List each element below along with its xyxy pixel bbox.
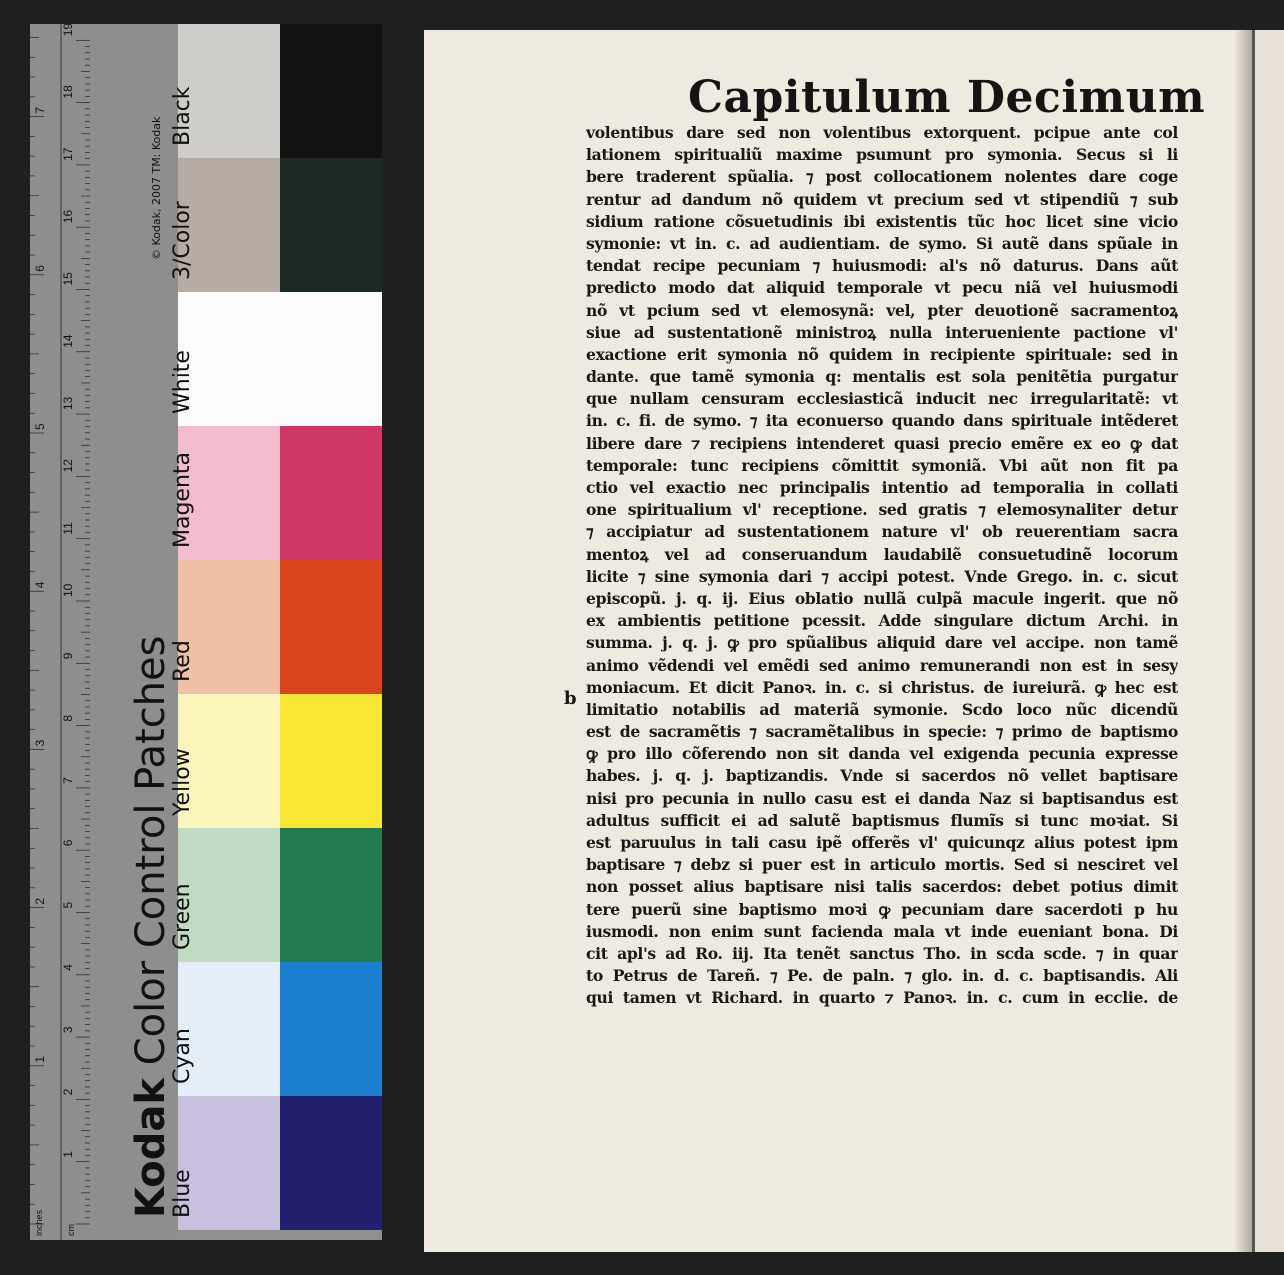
patch-white-dark [280,292,382,426]
text-line: moniacum. Et dicit Panoꝛ. in. c. si christus. de iureiurã. ꝙ hec est [586,677,1178,697]
text-line: mentoꝝ vel ad conseruandum laudabilẽ consuetudinẽ locorum [586,544,1178,564]
facing-page-edge [1252,30,1284,1252]
text-line: adultus sufficit ei ad salutẽ baptismus flumĩs si tunc moꝛiat. Si [586,810,1178,830]
text-block [586,122,1178,1010]
patch-yellow-dark [280,694,382,828]
cm-label: 6 [61,839,75,847]
kodak-color-control-strip [30,24,382,1240]
patch-magenta-dark [280,426,382,560]
text-line: cit apl's ad Ro. iij. Ita tenẽt sanctus Tho. in scda scde. ⁊ in quar [586,943,1178,963]
text-line: ꝙ pro illo cõferendo non sit danda vel exigenda pecunia expresse [586,744,1178,764]
text-line: que nullam censuram ecclesiasticã inducit nec irregularitatẽ: vt [586,389,1178,409]
margin-letter: b [564,688,577,709]
text-line: sidium ratione cõsuetudinis ibi existentis tũc hoc licet sine vicio [586,211,1178,231]
text-line: est paruulus in tali casu ipẽ offerẽs vl' quicunqz alius potest ipm [586,833,1178,852]
cm-label: 9 [61,652,75,660]
text-line: nõ vt pcium sed vt elemosynã: vel, pter deuotionẽ sacramentoꝝ [586,300,1178,320]
ruler-graphic [30,24,90,1240]
text-line: tere puerũ sine baptismo moꝛi ꝙ pecuniam dare sacerdoti p hu [586,899,1178,919]
cm-label: 3 [61,1026,75,1034]
text-line: summa. j. q. j. ꝙ pro spũalibus aliquid dare vel accipe. non tamẽ [586,633,1178,653]
text-line: baptisare ⁊ debz si puer est in articulo mortis. Sed si nesciret vel [586,855,1178,875]
text-line: symonie: vt in. c. ad audientiam. de symo. Si autẽ dans spũale in [586,233,1178,253]
text-line: animo vẽdendi vel emẽdi sed animo remunerandi non est in sesy [586,655,1178,675]
patch-label: Yellow [170,748,195,816]
kodak-title [128,636,174,1218]
cm-label: 19 [61,24,75,37]
text-line: ex ambientis petitione pcessit. Adde singulare dictum Archi. in [586,611,1178,631]
patch-label: Black [170,86,195,146]
cm-label: 18 [61,85,75,99]
patch-label: 3/Color [170,201,195,280]
text-line: dante. que tamẽ symonia q: mentalis est sola penitẽtia purgatur [586,367,1178,387]
text-line: volentibus dare sed non volentibus extorquent. pcipue ante col [586,123,1178,142]
patch-cyan-dark [280,962,382,1096]
ruler-unit-cm: cm [66,1224,76,1236]
cm-label: 2 [61,1088,75,1096]
kodak-brand: Kodak [128,1078,174,1218]
measurement-ruler [30,24,90,1240]
inch-label: 2 [33,897,47,905]
text-line: siue ad sustentationẽ ministroꝝ nulla interueniente pactione vl' [586,322,1178,342]
text-line: episcopũ. j. q. ij. Eius oblatio nullã culpã macule ingerit. que nõ [586,588,1178,608]
text-line: lationem spiritualiũ maxime psumunt pro symonia. Secus si li [586,145,1178,165]
cm-label: 10 [61,583,75,597]
kodak-product-title: Color Control Patches [128,635,174,1066]
patch-label: Green [170,883,195,950]
inch-label: 3 [33,739,47,747]
text-line: bere traderent spũalia. ⁊ post collocationem nolentes dare coge [586,167,1178,187]
text-line: libere dare ⁊ recipiens intenderet quasi precio emẽre ex eo ꝙ dat [586,433,1178,453]
text-line: rentur ad dandum nõ quidem vt precium sed vt stipendiũ ⁊ sub [586,189,1178,209]
ruler-unit-inches: inches [34,1209,44,1236]
text-line: exactione erit symonia nõ quidem in recipiente spirituale: sed in [586,344,1178,364]
cm-label: 1 [61,1151,75,1158]
inch-label: 7 [33,106,47,114]
ruler-column [30,24,178,1240]
cm-label: 8 [61,714,75,722]
text-line: limitatio notabilis ad materiã symonie. Scdo loco nũc dicendũ [586,699,1178,719]
text-line: qui tamen vt Richard. in quarto ⁊ Panoꝛ. in. c. cum in ecclie. de [586,988,1178,1008]
inch-label: 5 [33,423,47,430]
patch-green-dark [280,828,382,962]
inch-label: 6 [33,265,47,272]
text-line: iusmodi. non enim sunt facienda mala vt inde eueniant bona. Di [586,921,1178,941]
cm-label: 14 [61,334,75,348]
text-line: ⁊ accipiatur ad sustentationem nature vl' ob reuerentiam sacra [586,522,1178,542]
patch-label: Blue [170,1169,195,1218]
patch-label: White [170,350,195,414]
text-line: ctio vel exactio nec principalis intentio ad temporalia in collati [586,478,1178,497]
text-line: temporale: tunc recipiens cõmittit symoniã. Vbi aũt non fit pa [586,455,1178,475]
inch-label: 1 [33,1056,47,1063]
cm-label: 5 [61,901,75,909]
text-line: to Petrus de Tareñ. ⁊ Pe. de paln. ⁊ glo. in. d. c. baptisandis. Ali [586,966,1178,986]
text-line: predicto modo dat aliquid temporale vt pecu niã vel huiusmodi [586,278,1178,298]
text-line: non posset alius baptisare nisi talis sacerdos: debet potius dimit [586,877,1178,897]
patch-3-color-dark [280,158,382,292]
patch-label: Cyan [170,1028,195,1084]
cm-label: 12 [61,459,75,473]
cm-label: 4 [61,964,75,971]
text-line: nisi pro pecunia in nullo casu est ei danda Naz si baptisandus est [586,788,1178,808]
text-line: one spiritualium vl' receptione. sed gratis ⁊ elemosynaliter detur [586,500,1178,520]
cm-label: 7 [61,777,75,784]
cm-label: 15 [61,272,75,286]
cm-label: 16 [61,209,75,224]
patch-label: Red [170,640,195,682]
copyright-text: © Kodak, 2007 TM: Kodak [150,116,163,260]
patch-black-dark [280,24,382,158]
text-line: licite ⁊ sine symonia dari ⁊ accipi potest. Vnde Grego. in. c. sicut [586,566,1178,586]
patch-red-dark [280,560,382,694]
patch-blue-dark [280,1096,382,1230]
inch-label: 4 [33,581,47,589]
text-line: est de sacramẽtis ⁊ sacramẽtalibus in specie: ⁊ primo de baptismo [586,722,1178,742]
text-line: in. c. fi. de symo. ⁊ ita econuerso quando dans spirituale intẽderet [586,411,1178,431]
cm-label: 11 [61,522,75,535]
patch-label: Magenta [170,451,195,548]
cm-label: 17 [61,147,75,161]
cm-label: 13 [61,396,75,411]
text-line: habes. j. q. j. baptizandis. Vnde si sacerdos nõ vellet baptisare [586,766,1178,786]
chapter-heading: Capitulum Decimum [688,72,1206,123]
text-line: tendat recipe pecuniam ⁊ huiusmodi: al's nõ daturus. Dans aũt [586,256,1178,276]
